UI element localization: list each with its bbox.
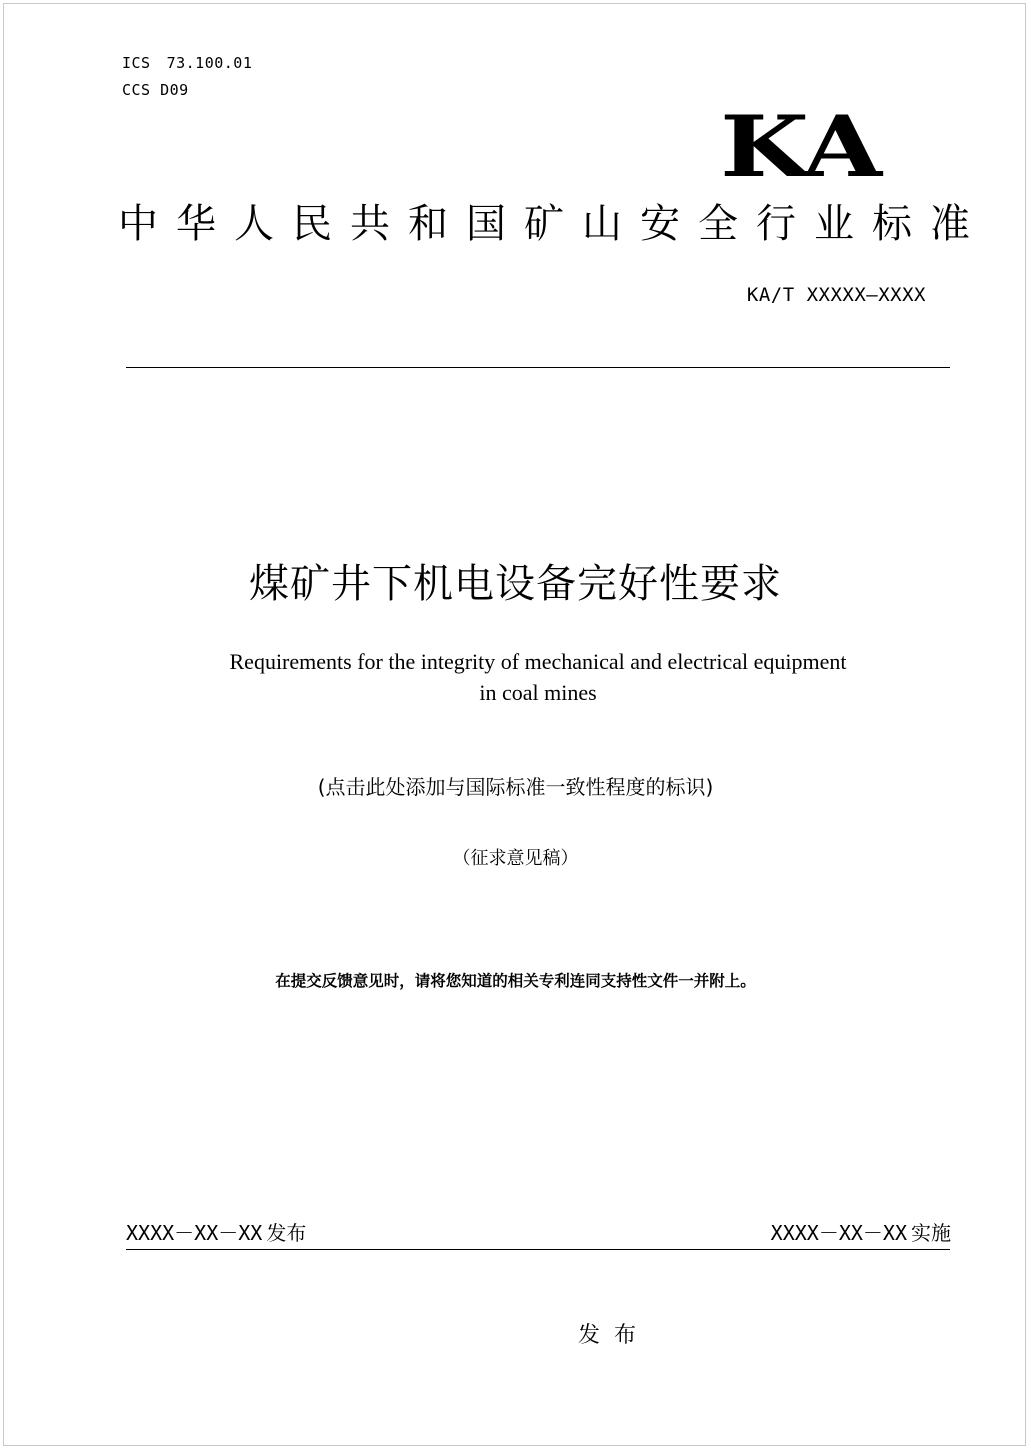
document-title-en — [180, 646, 896, 708]
standard-title: 中华人民共和国矿山安全行业标准 — [118, 201, 988, 247]
issue-date-label: 发布 — [266, 1221, 307, 1245]
top-divider — [126, 367, 950, 368]
bottom-divider — [126, 1249, 950, 1250]
document-title-en-line1: Requirements for the integrity of mechanical and electrical equipment — [229, 649, 847, 674]
implement-date-label: 实施 — [911, 1221, 951, 1245]
ka-logo: KA — [720, 97, 880, 196]
patent-notice: 在提交反馈意见时，请将您知道的相关专利连同支持性文件一并附上。 — [275, 972, 756, 990]
implement-date-value: XXXX－XX－XX — [770, 1221, 907, 1245]
standard-number: KA/T XXXXX—XXXX — [746, 284, 926, 306]
issuer: 发布 — [578, 1323, 651, 1348]
document-title-en-line2: in coal mines — [479, 680, 597, 705]
document-title-zh: 煤矿井下机电设备完好性要求 — [249, 561, 782, 607]
draft-stage: （征求意见稿） — [452, 848, 579, 869]
issue-date-value: XXXX－XX－XX — [126, 1221, 263, 1245]
ics-label: ICS — [122, 54, 151, 72]
issue-date — [126, 1217, 306, 1246]
implement-date — [771, 1217, 951, 1246]
ics-code: 73.100.01 — [166, 54, 253, 72]
ics-classification — [122, 54, 252, 72]
ccs-classification: CCS D09 — [122, 81, 189, 99]
consistency-note[interactable]: (点击此处添加与国际标准一致性程度的标识) — [317, 775, 714, 799]
